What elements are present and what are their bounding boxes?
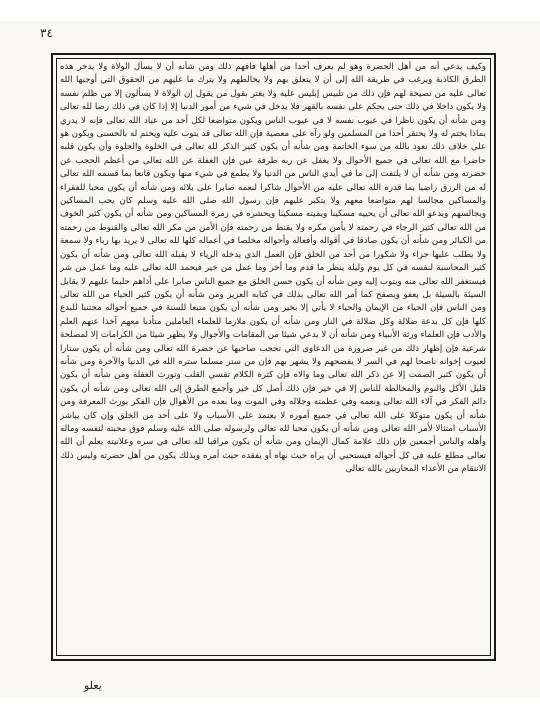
main-text: وكيف يدعي أنه من أهل الحضرة وهو لم يعرف أحدا من أهلها فافهم ذلك ومن شأنه أن لا يسأل الولاة ولا يدخر هذه الطرق الكاذبة ويرغب في طريقة الله إلى أن لا يتعلق بهم ولا يخالطهم ولا يترك ما عليهم من الحقوق التي أوجبها الله تعالى عليه من نصيحة لهم فإن ذلك من تلبيس إبليس عليه ولا يغتر بقول من يقول إن الولاة لا يسألون إلا من ظلم نفسه ولا يكون داخلا في ذلك حتى يحكم على نفسه بالقهر فلا يدخل في شيء من أمور الدنيا إلا إذا كان في ذلك رضا لله تعالى ومن شأنه أن يكون ناظرا في عيوب نفسه لا في عيوب الناس ويكون متواضعا لكل أحد من عباد الله تعالى فإنه لا يدري بماذا يختم له ولا يحتقر أحدا من المسلمين ولو رآه على معصية فإن الله تعالى قد يتوب عليه ويختم له بالحسنى ويكون هو على خلاف ذلك نعوذ بالله من سوء الخاتمة ومن شأنه أن يكون كثير الذكر لله تعالى في الخلوة والجلوة وأن يكون قلبه حاضرا مع الله تعالى في جميع الأحوال ولا يغفل عن ربه طرفة عين فإن الغفلة عن الله تعالى من أعظم الحجب عن حضرته ومن شأنه أن لا يلتفت إلى ما في أيدي الناس من الدنيا ولا يطمع في شيء منها ويكون قانعا بما قسمه الله تعالى له من الرزق راضيا بما قدره الله تعالى عليه من الأحوال شاكرا لنعمه صابرا على بلائه ومن شأنه أن يكون محبا للفقراء والمساكين مجالسا لهم متواضعا معهم ولا يتكبر عليهم فإن رسول الله صلى الله عليه وسلم كان يحب المساكين ويجالسهم ويدعو الله تعالى أن يحييه مسكينا ويميته مسكينا ويحشره في زمرة المساكين ومن شأنه أن يكون كثير الخوف من الله تعالى كثير الرجاء في رحمته لا يأمن مكره ولا يقنط من رحمته فإن الأمن من مكر الله تعالى والقنوط من رحمته من الكبائر ومن شأنه أن يكون صادقا في أقواله وأفعاله وأحواله مخلصا في أعماله كلها لله تعالى لا يريد بها رياء ولا سمعة ولا يطلب عليها جزاء ولا شكورا من أحد من الخلق فإن العمل الذي يدخله الرياء لا يقبله الله تعالى ومن شأنه أن يكون كثير المحاسبة لنفسه في كل يوم وليلة ينظر ما قدم وما أخر وما عمل من خير فيحمد الله تعالى عليه وما عمل من شر فيستغفر الله تعالى منه ويتوب إليه ومن شأنه أن يكون حسن الخلق مع جميع الناس صابرا على أذاهم حليما عليهم لا يقابل السيئة بالسيئة بل يعفو ويصفح كما أمر الله تعالى بذلك في كتابه العزيز ومن شأنه أن يكون كثير الحياء من الله تعالى ومن الناس فإن الحياء من الإيمان والحياء لا يأتي إلا بخير ومن شأنه أن يكون متبعا للسنة في جميع أحواله مجتنبا للبدع كلها فإن كل بدعة ضلالة وكل ضلالة في النار ومن شأنه أن يكون ملازما للعلماء العاملين متأدبا معهم آخذا عنهم العلم والأدب فإن العلماء ورثة الأنبياء ومن شأنه أن لا يدعي شيئا من المقامات والأحوال ولا يظهر شيئا من الكرامات إلا لمصلحة شرعية فإن إظهار ذلك من غير ضرورة من الدعاوى التي تحجب صاحبها عن حضرة الله تعالى ومن شأنه أن يكون ستارا لعيوب إخوانه ناصحا لهم في السر لا يفضحهم ولا يشهر بهم فإن من ستر مسلما ستره الله في الدنيا والآخرة ومن شأنه أن يكون كثير الصمت إلا عن ذكر الله تعالى وما والاه فإن كثرة الكلام تقسي القلب وتورث الغفلة ومن شأنه أن يكون قليل الأكل والنوم والمخالطة للناس إلا في خير فإن ذلك أصل كل خير وأجمع الطرق إلى الله تعالى ومن شأنه أن يكون دائم الفكر في آلاء الله تعالى ونعمه وفي عظمته وجلاله وفي الموت وما بعده من الأهوال فإن الفكر يورث المعرفة ومن شأنه أن يكون متوكلا على الله تعالى في جميع أموره لا يعتمد على الأسباب ولا على أحد من الخلق وإن كان يباشر الأسباب امتثالا لأمر الله تعالى ومن شأنه أن يكون محبا لله تعالى ولرسوله صلى الله عليه وسلم فوق محبته لنفسه وماله وأهله والناس أجمعين فإن ذلك علامة كمال الإيمان ومن شأنه أن يكون مراقبا لله تعالى في سره وعلانيته يعلم أن الله تعالى مطلع عليه في كل أحواله فيستحيي أن يراه حيث نهاه أو يفقده حيث أمره وبذلك يكون من أهل حضرته وليس ذلك الانتقام من الأعداء المحاربين بالله تعالى	[60, 62, 486, 475]
catchword: يعلو	[84, 679, 102, 692]
page-number: ٣٤	[40, 26, 53, 40]
